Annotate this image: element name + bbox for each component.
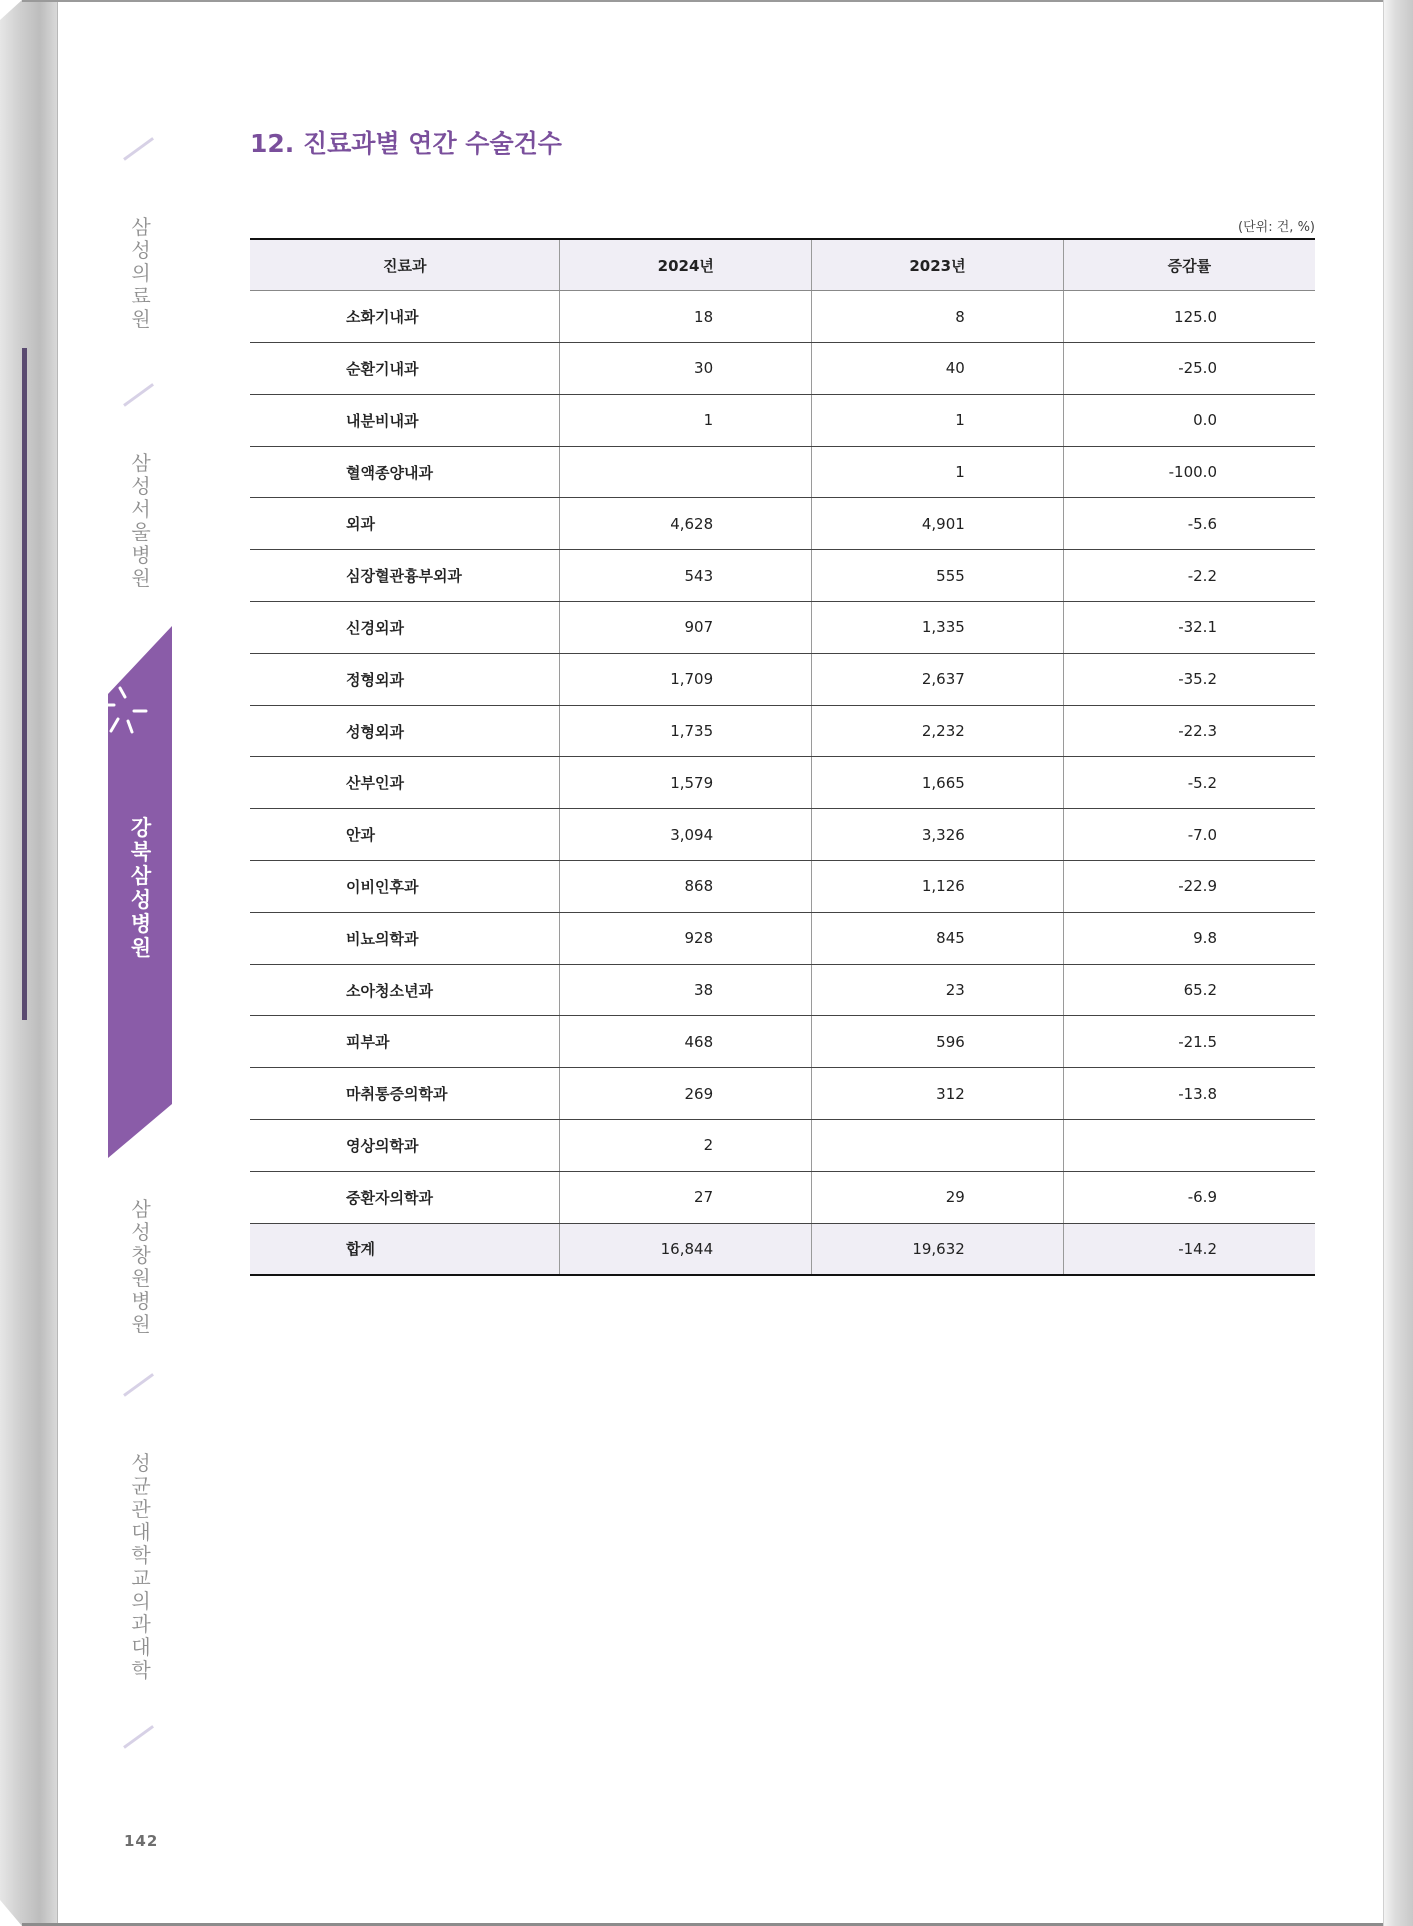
cell-2024: 1,579 (560, 757, 812, 809)
cell-change: -22.9 (1063, 861, 1315, 913)
cell-2024 (560, 446, 812, 498)
cell-total-2023: 19,632 (812, 1223, 1064, 1275)
cell-2023: 845 (812, 912, 1064, 964)
cell-2023: 40 (812, 343, 1064, 395)
cell-change: -7.0 (1063, 809, 1315, 861)
cell-total-change: -14.2 (1063, 1223, 1315, 1275)
cell-department: 중환자의학과 (250, 1171, 560, 1223)
table-row (250, 1068, 1315, 1120)
table-row (250, 1120, 1315, 1172)
table-row (250, 446, 1315, 498)
cell-change: -5.2 (1063, 757, 1315, 809)
cell-2023: 312 (812, 1068, 1064, 1120)
cell-department: 혈액종양내과 (250, 446, 560, 498)
cell-2024: 2 (560, 1120, 812, 1172)
cell-total-2024: 16,844 (560, 1223, 812, 1275)
cell-2024: 269 (560, 1068, 812, 1120)
cell-2023: 2,637 (812, 653, 1064, 705)
cell-change: 65.2 (1063, 964, 1315, 1016)
cell-2023: 23 (812, 964, 1064, 1016)
nav-item-kangbuk-samsung-hospital[interactable]: 강북삼성병원 (130, 816, 152, 960)
cell-department: 순환기내과 (250, 343, 560, 395)
cell-2023: 1 (812, 446, 1064, 498)
cell-2023: 555 (812, 550, 1064, 602)
cell-change: -32.1 (1063, 602, 1315, 654)
cell-department: 영상의학과 (250, 1120, 560, 1172)
cell-2024: 468 (560, 1016, 812, 1068)
cell-2023 (812, 1120, 1064, 1172)
table-row (250, 1016, 1315, 1068)
cell-2023: 4,901 (812, 498, 1064, 550)
sparkle-icon (106, 686, 150, 736)
spine-accent (22, 348, 27, 1020)
cell-department: 신경외과 (250, 602, 560, 654)
cell-change: -21.5 (1063, 1016, 1315, 1068)
surgery-count-table (250, 238, 1315, 1276)
cell-department: 마취통증의학과 (250, 1068, 560, 1120)
table-row (250, 757, 1315, 809)
cell-2024: 18 (560, 291, 812, 343)
cell-change: -100.0 (1063, 446, 1315, 498)
cell-2023: 1,335 (812, 602, 1064, 654)
cell-change: 0.0 (1063, 394, 1315, 446)
cell-department: 소화기내과 (250, 291, 560, 343)
cell-2024: 868 (560, 861, 812, 913)
cell-department: 정형외과 (250, 653, 560, 705)
cell-2024: 543 (560, 550, 812, 602)
cell-department: 이비인후과 (250, 861, 560, 913)
header-change-rate: 증감률 (1063, 239, 1315, 291)
table-row (250, 1171, 1315, 1223)
cell-department: 외과 (250, 498, 560, 550)
table-row (250, 809, 1315, 861)
table-row (250, 394, 1315, 446)
table-total-row (250, 1223, 1315, 1275)
header-2023: 2023년 (812, 239, 1064, 291)
table-row (250, 912, 1315, 964)
cell-2023: 8 (812, 291, 1064, 343)
cell-change: -5.6 (1063, 498, 1315, 550)
cell-department: 비뇨의학과 (250, 912, 560, 964)
cell-department: 소아청소년과 (250, 964, 560, 1016)
cell-2024: 3,094 (560, 809, 812, 861)
page-edge-right (1383, 0, 1413, 1926)
cell-department: 산부인과 (250, 757, 560, 809)
nav-divider (123, 383, 154, 407)
cell-department: 심장혈관흉부외과 (250, 550, 560, 602)
cell-department: 안과 (250, 809, 560, 861)
table-header-row (250, 239, 1315, 291)
cell-change (1063, 1120, 1315, 1172)
page-frame-top (22, 0, 1383, 2)
cell-2023: 3,326 (812, 809, 1064, 861)
table-row (250, 705, 1315, 757)
table-row (250, 861, 1315, 913)
header-2024: 2024년 (560, 239, 812, 291)
book-spine-edge (0, 0, 58, 1926)
table-row (250, 602, 1315, 654)
nav-item-samsung-changwon-hospital[interactable]: 삼성창원병원 (131, 1197, 151, 1336)
nav-divider (123, 1725, 154, 1749)
table-row (250, 291, 1315, 343)
header-department: 진료과 (250, 239, 560, 291)
cell-2024: 27 (560, 1171, 812, 1223)
page-number: 142 (124, 1832, 159, 1850)
cell-change: -13.8 (1063, 1068, 1315, 1120)
cell-change: -2.2 (1063, 550, 1315, 602)
table-row (250, 964, 1315, 1016)
cell-department: 내분비내과 (250, 394, 560, 446)
nav-item-samsung-seoul-hospital[interactable]: 삼성서울병원 (131, 451, 151, 590)
table-row (250, 653, 1315, 705)
cell-2024: 1,709 (560, 653, 812, 705)
cell-2024: 4,628 (560, 498, 812, 550)
cell-change: -25.0 (1063, 343, 1315, 395)
cell-change: -35.2 (1063, 653, 1315, 705)
section-title: 12. 진료과별 연간 수술건수 (250, 129, 562, 158)
nav-item-samsung-medical-center[interactable]: 삼성의료원 (131, 215, 151, 331)
table-row (250, 498, 1315, 550)
cell-2024: 38 (560, 964, 812, 1016)
cell-change: 9.8 (1063, 912, 1315, 964)
cell-department: 피부과 (250, 1016, 560, 1068)
cell-2024: 1 (560, 394, 812, 446)
cell-2023: 1 (812, 394, 1064, 446)
cell-change: -22.3 (1063, 705, 1315, 757)
table-row (250, 550, 1315, 602)
nav-divider (123, 137, 154, 161)
nav-divider (123, 1373, 154, 1397)
cell-2023: 29 (812, 1171, 1064, 1223)
cell-change: -6.9 (1063, 1171, 1315, 1223)
cell-2024: 1,735 (560, 705, 812, 757)
cell-2023: 596 (812, 1016, 1064, 1068)
table-row (250, 343, 1315, 395)
cell-2024: 928 (560, 912, 812, 964)
cell-2024: 30 (560, 343, 812, 395)
cell-2023: 1,665 (812, 757, 1064, 809)
cell-total-label: 합계 (250, 1223, 560, 1275)
cell-change: 125.0 (1063, 291, 1315, 343)
cell-department: 성형외과 (250, 705, 560, 757)
cell-2023: 1,126 (812, 861, 1064, 913)
unit-note: (단위: 건, %) (1238, 220, 1315, 235)
cell-2023: 2,232 (812, 705, 1064, 757)
cell-2024: 907 (560, 602, 812, 654)
nav-item-skku-medicine[interactable]: 성균관대학교 의과대학 (131, 1451, 151, 1682)
